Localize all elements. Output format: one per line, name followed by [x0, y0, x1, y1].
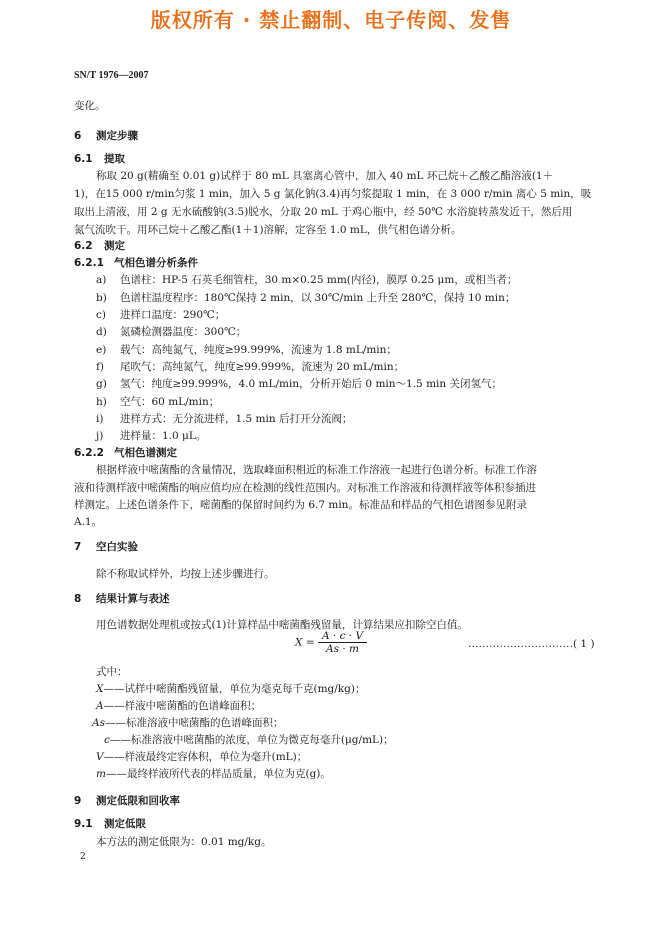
definition-row	[96, 681, 365, 696]
item-text: 尾吹气：高纯氮气，纯度≥99.999%，流速为 20 mL/min；	[120, 361, 405, 373]
condition-item	[96, 290, 515, 305]
section-6-2-heading	[74, 238, 125, 253]
formula	[295, 630, 367, 655]
definition-row	[96, 698, 261, 713]
section-number: 8	[74, 593, 82, 605]
page-number: 2	[80, 852, 86, 862]
condition-item	[96, 307, 225, 322]
section-7-heading	[74, 539, 138, 554]
item-text: 色谱柱温度程序：180℃保持 2 min，以 30℃/min 上升至 280℃，保持 10 min；	[120, 292, 516, 304]
intro-text: 变化。	[74, 100, 106, 112]
extraction-line-2: 1)，在15 000 r/min匀浆 1 min，加入 5 g 氯化钠(3.4)再匀浆提取 1 min，在 3 000 r/min 离心 5 min，吸	[74, 188, 592, 200]
definition-row	[96, 766, 331, 781]
symbol: As	[92, 717, 105, 729]
formula-fraction	[318, 630, 367, 655]
section-number: 6.2.2	[74, 447, 104, 459]
symbol: c	[104, 734, 110, 746]
section-title: 气相色谱测定	[114, 447, 177, 459]
condition-item	[96, 324, 246, 339]
section-title: 测定低限	[104, 818, 146, 830]
calc-text: 用色谱数据处理机或按式(1)计算样品中嘧菌酯残留量，计算结果应扣除空白值。	[96, 619, 468, 631]
definition-text: ——标准溶液中嘧菌酯的浓度，单位为微克每毫升(μg/mL)；	[109, 734, 394, 746]
formula-denominator: As · m	[326, 643, 359, 655]
condition-item	[96, 342, 397, 357]
section-number: 6	[74, 130, 82, 142]
section-6-2-1-heading	[74, 255, 198, 270]
section-title: 测定低限和回收率	[96, 795, 180, 807]
section-number: 7	[74, 541, 82, 553]
condition-item	[96, 428, 206, 443]
standard-number: SN/T 1976—2007	[74, 70, 149, 81]
condition-item	[96, 394, 219, 409]
section-title: 提取	[104, 153, 125, 165]
item-label: b)	[96, 292, 107, 304]
section-title: 空白实验	[96, 541, 138, 553]
gc-line-1: 根据样液中嘧菌酯的含量情况，选取峰面积相近的标准工作溶液一起进行色谱分析。标准工作溶	[96, 464, 537, 476]
section-6-1-heading	[74, 151, 125, 166]
formula-numerator: A · c · V	[318, 630, 367, 643]
item-text: 氢气：纯度≥99.999%，4.0 mL/min，分析开始后 0 min～1.5 min 关闭氢气；	[120, 378, 502, 390]
item-text: 进样量：1.0 μL。	[120, 430, 207, 442]
detection-limit-text: 本方法的测定低限为：0.01 mg/kg。	[96, 836, 272, 848]
section-number: 6.1	[74, 153, 93, 165]
symbol: V	[96, 751, 104, 763]
section-number: 9	[74, 795, 82, 807]
item-label: a)	[96, 274, 107, 286]
section-number: 6.2.1	[74, 257, 104, 269]
formula-eqno: ( 1 )	[573, 638, 595, 650]
section-9-heading	[74, 793, 180, 808]
definition-text: ——试样中嘧菌酯残留量，单位为毫克每千克(mg/kg)；	[103, 683, 366, 695]
item-label: i)	[96, 413, 104, 425]
item-text: 载气：高纯氮气，纯度≥99.999%，流速为 1.8 mL/min；	[120, 344, 397, 356]
section-title: 测定步骤	[96, 130, 138, 142]
condition-item	[96, 376, 502, 391]
extraction-line-3: 取出上清液，用 2 g 无水硫酸钠(3.5)脱水，分取 20 mL 于鸡心瓶中，经 50℃ 水浴旋转蒸发近干，然后用	[74, 206, 573, 218]
section-number: 9.1	[74, 818, 93, 830]
formula-leader: …………………………	[468, 638, 573, 650]
item-text: 色谱柱：HP-5 石英毛细管柱，30 m×0.25 mm(内径)，膜厚 0.25 μm，或相当者；	[120, 274, 518, 286]
section-title: 气相色谱分析条件	[114, 257, 198, 269]
item-label: e)	[96, 344, 107, 356]
section-title: 结果计算与表述	[96, 593, 170, 605]
item-label: g)	[96, 378, 107, 390]
gc-line-4: A.1。	[74, 516, 103, 528]
item-text: 空气：60 mL/min；	[120, 396, 220, 408]
copyright-banner: 版权所有 · 禁止翻制、电子传阅、发售	[150, 8, 512, 32]
item-text: 进样方式：无分流进样，1.5 min 后打开分流阀；	[120, 413, 353, 425]
formula-number	[468, 638, 595, 650]
section-6-heading	[74, 128, 138, 143]
item-text: 进样口温度：290℃；	[120, 309, 226, 321]
definition-row	[96, 749, 307, 764]
condition-item	[96, 359, 404, 374]
symbol: X	[96, 683, 104, 695]
item-text: 氮磷检测器温度：300℃；	[120, 326, 247, 338]
definition-row	[104, 732, 394, 747]
item-label: c)	[96, 309, 106, 321]
extraction-line-1: 称取 20 g(精确至 0.01 g)试样于 80 mL 具塞离心管中，加入 40 mL 环己烷＋乙酸乙酯溶液(1＋	[96, 170, 554, 182]
symbol: m	[96, 768, 106, 780]
definition-text: ——标准溶液中嘧菌酯的色谱峰面积；	[104, 717, 284, 729]
section-9-1-heading	[74, 816, 146, 831]
gc-line-3: 样测定。上述色谱条件下，嘧菌酯的保留时间约为 6.7 min。标准品和样品的气相色谱图参见附录	[74, 499, 527, 511]
condition-item	[96, 411, 352, 426]
item-label: h)	[96, 396, 107, 408]
section-title: 测定	[104, 240, 125, 252]
formula-lhs: X =	[295, 636, 315, 649]
item-label: f)	[96, 361, 104, 373]
extraction-line-4: 氮气流吹干。用环己烷＋乙酸乙酯(1＋1)溶解，定容至 1.0 mL，供气相色谱分析。	[74, 224, 462, 236]
section-6-2-2-heading	[74, 445, 177, 460]
gc-line-2: 液和待测样液中嘧菌酯的响应值均应在检测的线性范围内。对标准工作溶液和待测样液等体积参插进	[74, 482, 536, 494]
item-label: j)	[96, 430, 104, 442]
where-label: 式中：	[96, 666, 128, 678]
blank-test-text: 除不称取试样外，均按上述步骤进行。	[96, 568, 275, 580]
section-8-heading	[74, 591, 170, 606]
definition-text: ——样液最终定容体积，单位为毫升(mL)；	[103, 751, 308, 763]
item-label: d)	[96, 326, 107, 338]
definition-text: ——最终样液所代表的样品质量，单位为克(g)。	[105, 768, 331, 780]
symbol: A	[96, 700, 104, 712]
definition-row	[92, 715, 283, 730]
condition-item	[96, 272, 517, 287]
definition-text: ——样液中嘧菌酯的色谱峰面积；	[103, 700, 262, 712]
section-number: 6.2	[74, 240, 93, 252]
